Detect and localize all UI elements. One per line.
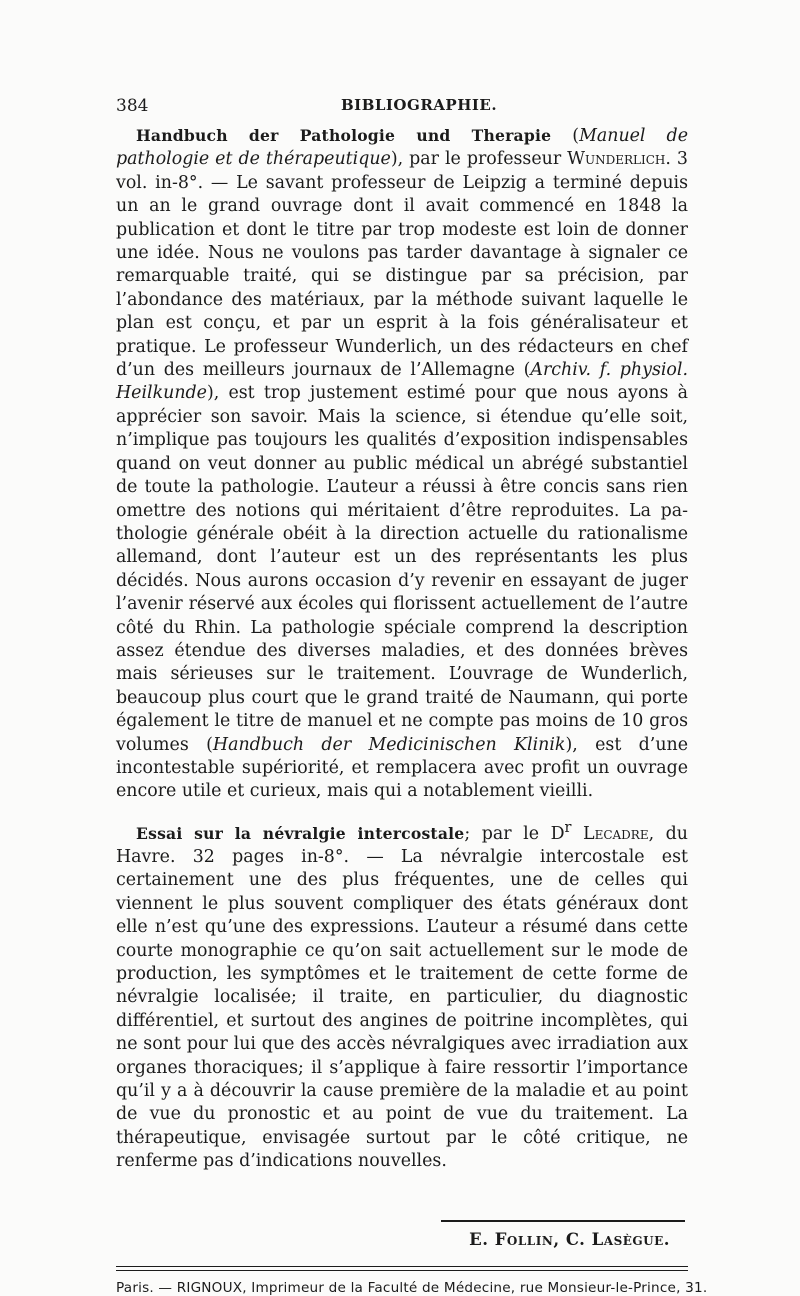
review-lecadre: [116, 817, 688, 1174]
entry-text: , du Havre. 32 pages in-8°. — La névralgie intercostale est certainement une des plus fréquentes, une de celles qui viennent le plus souvent compliquer des états généraux dont elle n’est qu’une des expressions. L’auteur a résumé dans cette courte monographie ce qu’on sait actuellement sur le mode de production, les symptômes et le traitement de cette forme de névralgie localisée; il traite, en particulier, du diagnostic différentiel, et surtout des angines de poitrine incomplètes, qui ne sont pour lui que des accès névralgiques avec irradiation aux organes thoraciques; il s’applique à faire ressortir l’importance qu’il y a à découvrir la cause première de la maladie et au point de vue du pronostic et au point de vue du traitement. La thérapeutique, envisagée surtout par le côté critique, ne renferme pas d’indications nouvelles.: [116, 823, 689, 1172]
entry-translation: Manuel de pathologie et de thérapeutique: [116, 126, 688, 170]
entry-text: (: [551, 126, 580, 146]
entry-text: ), est trop justement estimé pour que nous ayons à apprécier son savoir. Mais la science, si étendue qu’elle soit, n’implique pas toujours les qualités d’exposition indispensables quand on veut donner au public médical un abrégé substantiel de toute la pathologie. L’auteur a réussi à être concis sans rien omettre des notions qui méritaient d’être reproduites. La pathologie générale obéit à la direction actuelle du rationalisme allemand, dont l’auteur est un des représentants les plus décidés. Nous aurons occasion d’y revenir en essayant de juger l’avenir réservé aux écoles qui florissent actuellement de l’autre côté du Rhin. La pathologie spéciale comprend la description assez étendue des diverses maladies, et des données brèves mais sérieuses sur le traitement. L’ouvrage de Wunderlich, beaucoup plus court que le grand traité de Naumann, qui porte également le titre de manuel et ne compte pas moins de 10 gros volumes (: [116, 383, 688, 755]
running-head: [116, 96, 688, 124]
printer-imprint: Paris. — RIGNOUX, Imprimeur de la Faculté de Médecine, rue Monsieur-le-Prince, 31.: [116, 1279, 708, 1296]
signature-author: E. Follin: [469, 1229, 554, 1249]
entry-text: . 3 vol. in-8°. — Le savant professeur de Leipzig a terminé depuis un an le grand ouvrage dont il avait commencé en 1848 la publication et dont le titre par trop modeste est loin de donner une idée. Nous ne voulons pas tarder davantage à signaler ce remarquable traité, qui se distingue par sa précision, par l’abondance des matériaux, par la méthode suivant laquelle le plan est conçu, et par un esprit à la fois généralisateur et pratique. Le professeur Wunderlich, un des rédacteurs en chef d’un des meilleurs journaux de l’Allemagne (: [116, 149, 688, 381]
signature: [116, 1230, 688, 1249]
entry-text: ; par le D: [464, 823, 565, 844]
entry-title: Handbuch der Pathologie und Therapie: [136, 126, 552, 145]
author-name: Wunderlich: [567, 149, 666, 170]
journal-title: Archiv. f. physiol. Heilkunde: [116, 360, 688, 404]
dr-superscript: r: [564, 819, 572, 836]
cited-work-title: Handbuch der Medicinischen Klinik: [212, 734, 566, 755]
footer-rule: [116, 1266, 688, 1267]
entry-text: ), est d’une incontestable supériorité, et remplacera avec profit un ouvrage encore utile et curieux, mais qui a notablement vieilli.: [116, 734, 689, 802]
review-wunderlich: [116, 124, 688, 804]
signature-separator: ,: [553, 1229, 566, 1249]
running-title: BIBLIOGRAPHIE.: [341, 96, 498, 114]
entry-title: Essai sur la névralgie intercostale: [136, 823, 465, 843]
entry-text: ), par le professeur: [390, 149, 568, 170]
footer-rule: [116, 1270, 688, 1271]
signature-author: C. Lasègue.: [565, 1229, 670, 1249]
page-number: 384: [116, 96, 149, 116]
signature-rule: [441, 1220, 685, 1222]
author-name: Lecadre: [583, 823, 649, 844]
page: [116, 96, 708, 1296]
